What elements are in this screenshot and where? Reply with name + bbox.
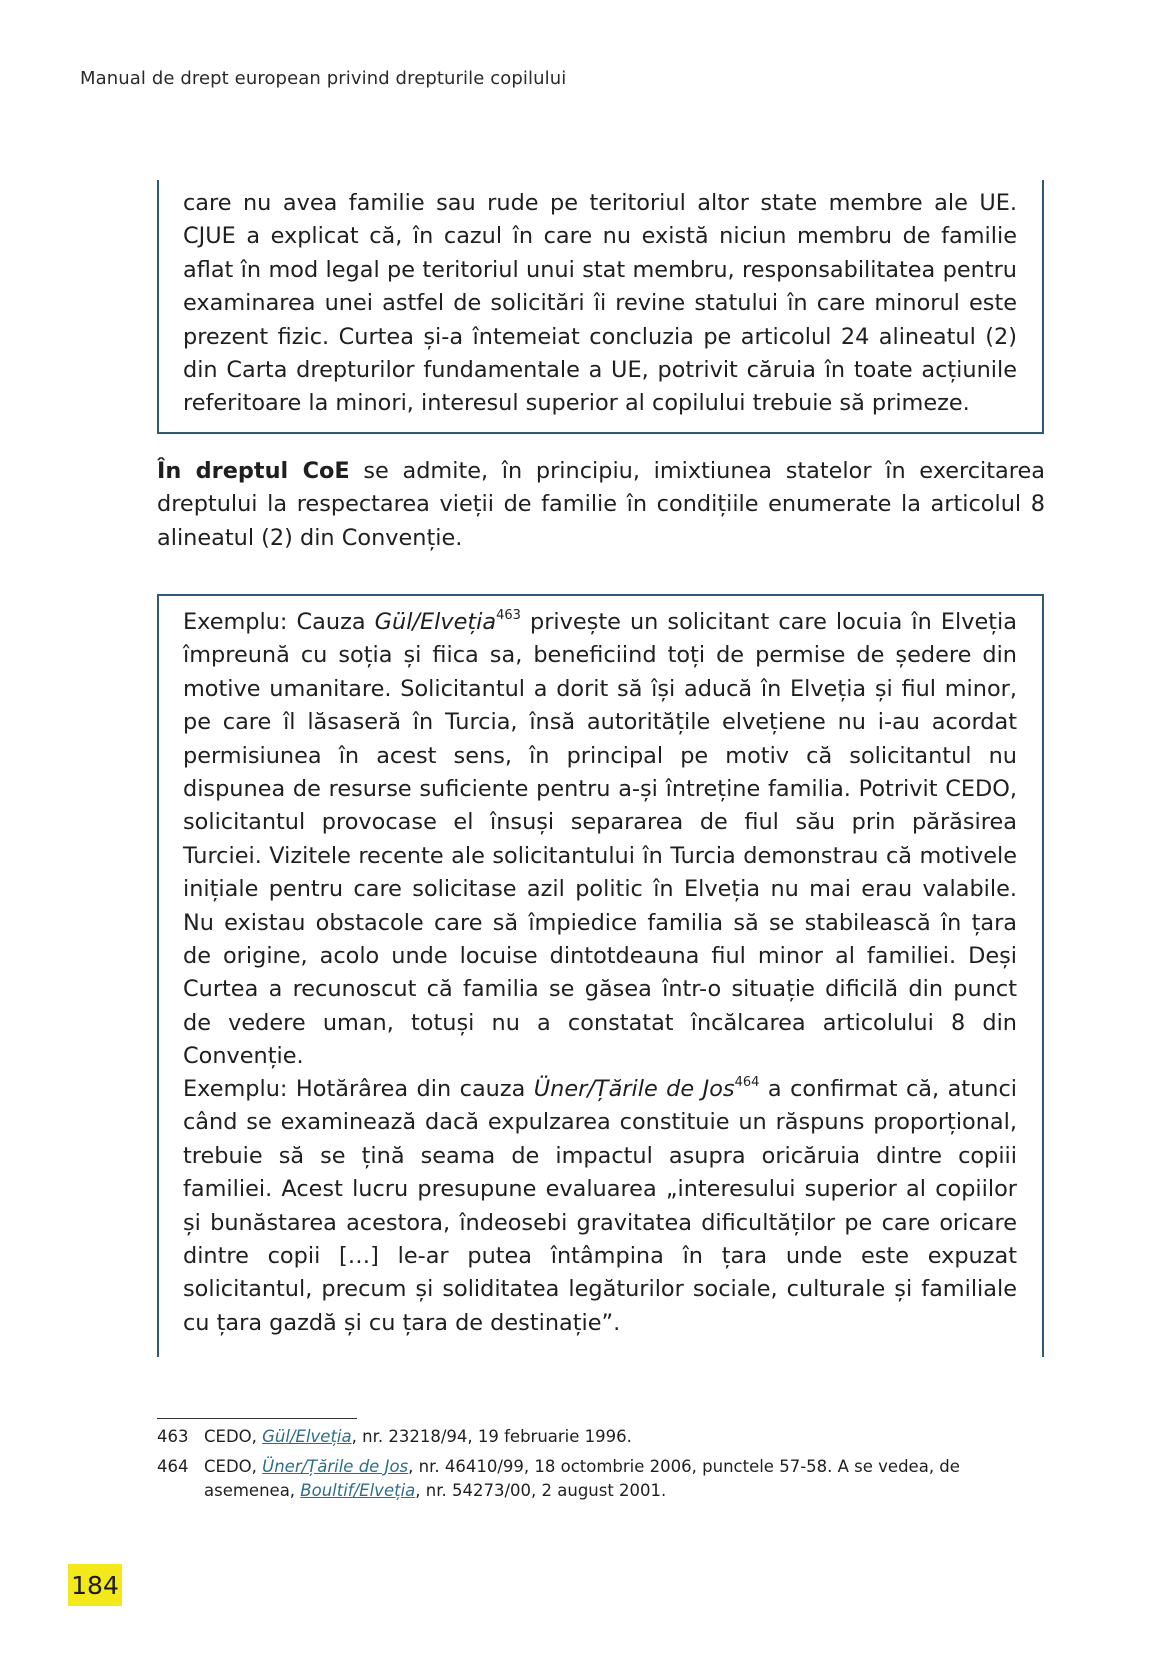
example-prefix: Exemplu: Cauza xyxy=(183,609,375,635)
footnote-463 xyxy=(157,1425,1037,1450)
footnote-ref[interactable]: 464 xyxy=(734,1074,760,1090)
body-text: se admite, în principiu, imixtiunea statelor în exercitarea dreptului la respectarea vieții de familie în condițiile enumerate la articolul 8 alineatul (2) din Convenție. xyxy=(157,458,1045,551)
case-name: Gül/Elveția xyxy=(374,609,497,635)
body-lead: În dreptul CoE xyxy=(157,458,350,484)
footnote-source: CEDO, xyxy=(204,1427,263,1446)
example-prefix: Exemplu: Hotărârea din cauza xyxy=(183,1076,534,1102)
footnote-text xyxy=(204,1455,1037,1504)
case-box-text: care nu avea familie sau rude pe teritoriul altor state membre ale UE. CJUE a explicat că, în cazul în care nu există niciun membru de familie aflat în mod legal pe teritoriul unui stat membru, responsabilitatea pentru examinarea unei astfel de solicitări îi revine statului în care minorul este prezent fizic. Curtea și-a întemeiat concluzia pe articolul 24 alineatul (2) din Carta drepturilor fundamentale a UE, potrivit căruia în toate acțiunile referitoare la minori, interesul superior al copilului trebuie să primeze. xyxy=(183,190,1017,417)
example-gul xyxy=(183,606,1017,1074)
page-number-badge: 184 xyxy=(68,1564,122,1606)
example-text: privește un solicitant care locuia în Elveția împreună cu soția și fiica sa, beneficiind toți de permise de ședere din motive umanitare. Solicitantul a dorit să își aducă în Elveția și fiul minor, pe care îl lăsaseră în Turcia, însă autoritățile elvețiene nu i-au acordat permisiunea în acest sens, în principal pe motiv că solicitantul nu dispunea de resurse suficiente pentru a-și întreține familia. Potrivit CEDO, solicitantul provocase el însuși separarea de fiul său prin părăsirea Turciei. Vizitele recente ale solicitantului în Turcia demonstrau că motivele inițiale pentru care solicitase azil politic în Elveția nu mai erau valabile. Nu existau obstacole care să împiedice familia să se stabilească în țara de origine, acolo unde locuise dintotdeauna fiul minor al familiei. Deși Curtea a recunoscut că familia se găsea într-o situație dificilă din punct de vedere uman, totuși nu a constatat încălcarea articolului 8 din Convenție. xyxy=(183,609,1017,1070)
case-link[interactable]: Üner/Țările de Jos xyxy=(262,1456,409,1476)
example-text: a confirmat că, atunci când se examinează dacă expulzarea constituie un răspuns proporțional, trebuie să se țină seama de impactul asupra oricăruia dintre copiii familiei. Acest lucru presupune evaluarea „interesului superior al copiilor și bunăstarea acestora, îndeosebi gravitatea dificultăților pe care oricare dintre copii […] le-ar putea întâmpina în țara unde este expuzat solicitantul, precum și soliditatea legăturilor sociale, culturale și familiale cu țara gazdă și cu țara de destinație”. xyxy=(183,1076,1017,1336)
footnotes xyxy=(157,1425,1037,1509)
footnote-source: CEDO, xyxy=(204,1456,263,1476)
case-box-cjue xyxy=(157,180,1044,434)
footnote-details: , nr. 23218/94, 19 februarie 1996. xyxy=(351,1427,632,1446)
running-header: Manual de drept european privind drepturile copilului xyxy=(80,68,567,89)
footnote-details: , nr. 54273/00, 2 august 2001. xyxy=(415,1481,667,1500)
case-name: Üner/Țările de Jos xyxy=(533,1076,735,1102)
footnote-divider xyxy=(157,1418,357,1419)
examples-box xyxy=(157,594,1044,1357)
footnote-number: 463 xyxy=(157,1427,189,1446)
footnote-ref[interactable]: 463 xyxy=(496,607,521,623)
case-link[interactable]: Boultif/Elveția xyxy=(300,1481,416,1500)
example-uner xyxy=(183,1073,1017,1340)
footnote-details: , nr. 46410/99, 18 octombrie 2006, punctele 57-58. A se vedea, de asemenea, xyxy=(204,1456,960,1500)
case-link[interactable]: Gül/Elveția xyxy=(262,1427,352,1446)
footnote-464 xyxy=(157,1455,1037,1504)
footnote-text xyxy=(204,1425,1037,1450)
body-paragraph xyxy=(157,455,1045,555)
footnote-number: 464 xyxy=(157,1456,189,1476)
